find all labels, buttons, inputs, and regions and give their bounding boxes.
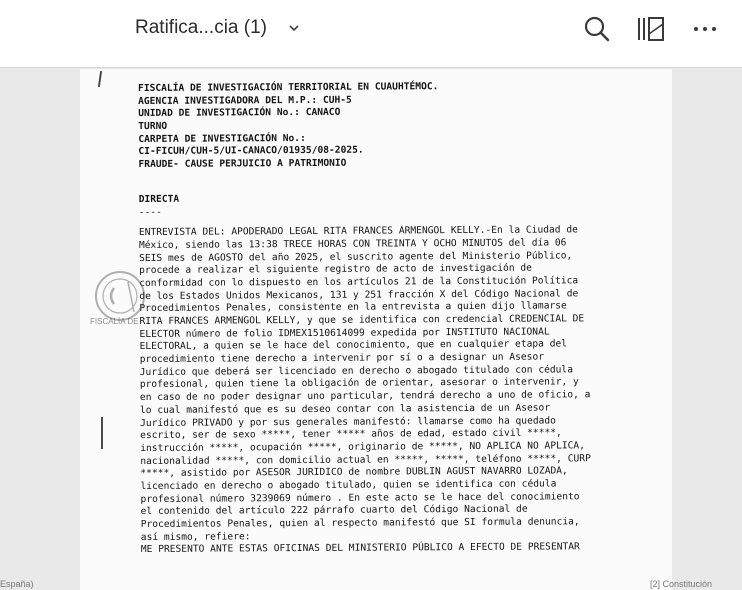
header-line: TURNO (138, 120, 168, 133)
app-toolbar (0, 0, 742, 68)
body-line: ELECTORAL, a quien se le hace del conocimiento, que en cualquier etapa del (139, 338, 568, 353)
body-line: instrucción *****, ocupación *****, originario de *****, NO APLICA NO APLICA, (140, 440, 586, 454)
body-line: procedimiento tiene derecho a intervenir por sí o a designar un Asesor (139, 351, 545, 366)
more-options-icon[interactable] (690, 14, 720, 44)
body-line: conformidad con lo dispuesto en los artículos 21 de la Constitución Política (139, 275, 579, 289)
body-line: así mismo, refiere: (140, 531, 251, 543)
body-line: procede a realizar el siguiente registro de acto de investigación de (139, 262, 532, 277)
body-line: Procedimientos Penales, consistente en la entrevista a quien dijo llamarse (139, 300, 567, 315)
header-line: UNIDAD DE INVESTIGACIÓN No.: CANACO (138, 107, 341, 120)
chevron-down-icon[interactable] (284, 20, 304, 38)
body-line: México, siendo las 13:38 TRECE HORAS CON TREINTA Y OCHO MINUTOS del día 06 (138, 237, 567, 251)
body-line: el contenido del artículo 222 párrafo cuarto del Código Nacional de (140, 503, 528, 518)
body-line: nacionalidad *****, con domicilio actual en *****, *****, teléfono *****, CURP (140, 452, 591, 467)
body-line: Jurídico PRIVADO y por sus generales manifestó: llamarse como ha quedado (140, 414, 556, 429)
body-line: profesional, quien tiene la obligación de orientar, asesorar o intervenir, y (139, 376, 579, 391)
scan-mark (98, 71, 102, 87)
scan-mark (101, 417, 103, 449)
body-line: licenciado en derecho o abogado titulado, quien se identifica con cédula (140, 478, 557, 492)
document-text (138, 80, 639, 557)
header-line: AGENCIA INVESTIGADORA DEL M.P.: CUH-5 (138, 94, 352, 107)
header-line: FRAUDE- CAUSE PERJUICIO A PATRIMONIO (138, 157, 347, 171)
header-line: FISCALÍA DE INVESTIGACIÓN TERRITORIAL EN CUAUHTÉMOC. (138, 81, 439, 94)
body-line: Jurídico que deberá ser licenciado en derecho o abogado titulado con cédula (139, 364, 573, 378)
body-line: ME PRESENTO ANTE ESTAS OFICINAS DEL MINISTERIO PÚBLICO A EFECTO DE PRESENTAR (140, 541, 580, 556)
body-line: *****, asistido por ASESOR JURIDICO de nombre DUBLIN AGUST NAVARRO LOZADA, (140, 465, 568, 480)
body-line: lo cual manifestó que es su deseo contar con la asistencia de un Asesor (139, 402, 551, 416)
body-line: ELECTOR número de folio IDMEX1510614099 expedida por INSTITUTO NACIONAL (139, 326, 550, 340)
body-line: Procedimientos Penales, quien al respecto manifestó que SI formula denuncia, (140, 516, 580, 530)
body-line: RITA FRANCES ARMENGOL KELLY, y que se identifica con credencial CREDENCIAL DE (139, 313, 585, 327)
body-line: de los Estados Unidos Mexicanos, 131 y 251 fracción X del Código Nacional de (139, 287, 579, 302)
document-title[interactable]: Ratifica...cia (1) (135, 17, 267, 38)
document-header (138, 80, 637, 172)
stamp-text: FISCALÍA DE (90, 317, 139, 326)
search-icon[interactable] (582, 14, 612, 44)
section-heading: DIRECTA (138, 193, 180, 205)
body-line: profesional número 3239069 número . En este acto se le hace del conocimiento (140, 490, 580, 505)
header-line: CI-FICUH/CUH-5/UI-CANACO/01935/08-2025. (138, 145, 364, 158)
body-line: ENTREVISTA DEL: APODERADO LEGAL RITA FRANCES ARMENGOL KELLY.-En la Ciudad de (138, 224, 578, 239)
section-underline: ---- (138, 206, 162, 218)
page-thumbnails-icon[interactable] (636, 14, 666, 44)
body-line: SEIS mes de AGOSTO del año 2025, el suscrito agente del Ministerio Público, (139, 249, 573, 264)
header-line: CARPETA DE INVESTIGACIÓN No.: (138, 132, 306, 145)
background-text-left: España) (0, 579, 34, 589)
background-text-right: [2] Constitución (650, 579, 713, 589)
body-line: en caso de no poder designar uno particular, tendrá derecho a uno de oficio, a (139, 389, 591, 404)
document-page (80, 69, 672, 590)
body-line: escrito, ser de sexo *****, tener ***** años de edad, estado civil *****, (140, 427, 562, 442)
document-body (139, 224, 639, 557)
